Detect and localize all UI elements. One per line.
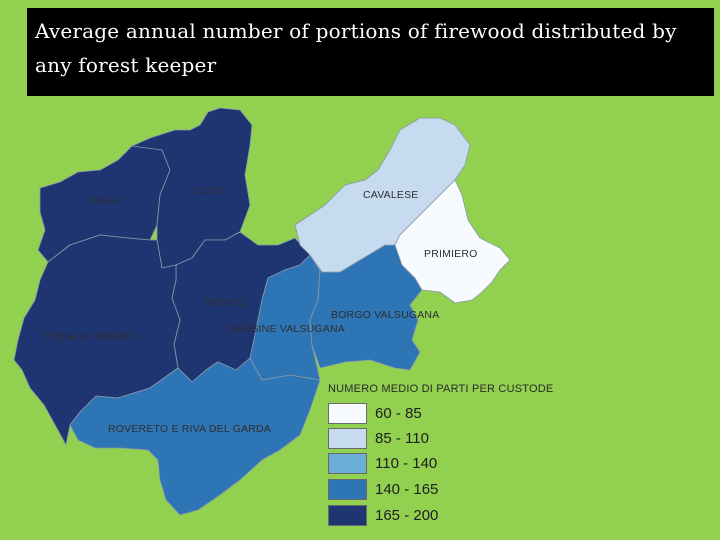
map-title: Average annual number of portions of firewood distributed by any forest keeper bbox=[35, 19, 677, 77]
label-male: MALE' bbox=[92, 195, 124, 207]
legend-label: 60 - 85 bbox=[375, 405, 422, 422]
legend-label: 110 - 140 bbox=[375, 455, 438, 472]
label-pergine: PERGINE VALSUGANA bbox=[228, 323, 345, 335]
legend-swatch-2 bbox=[328, 428, 367, 449]
label-trento: TRENTO bbox=[203, 297, 248, 309]
legend-item bbox=[328, 427, 429, 450]
label-cavalese: CAVALESE bbox=[363, 189, 419, 201]
legend-swatch-3 bbox=[328, 453, 367, 474]
legend-swatch-4 bbox=[328, 479, 367, 500]
label-borgo: BORGO VALSUGANA bbox=[331, 309, 440, 321]
legend-label: 140 - 165 bbox=[375, 481, 439, 498]
legend-item bbox=[328, 478, 438, 501]
legend-title: NUMERO MEDIO DI PARTI PER CUSTODE bbox=[328, 383, 554, 395]
label-primiero: PRIMIERO bbox=[424, 248, 478, 260]
label-cles: CLES bbox=[196, 185, 225, 197]
label-tione: TIONE DI TRENTO bbox=[44, 331, 139, 343]
legend-item bbox=[328, 402, 422, 425]
legend-swatch-1 bbox=[328, 403, 367, 424]
legend-label: 85 - 110 bbox=[375, 430, 429, 447]
legend-item bbox=[328, 504, 438, 527]
legend-swatch-5 bbox=[328, 505, 367, 526]
legend-label: 165 - 200 bbox=[375, 507, 439, 524]
label-rovereto: ROVERETO E RIVA DEL GARDA bbox=[108, 423, 271, 435]
legend-item bbox=[328, 452, 437, 475]
